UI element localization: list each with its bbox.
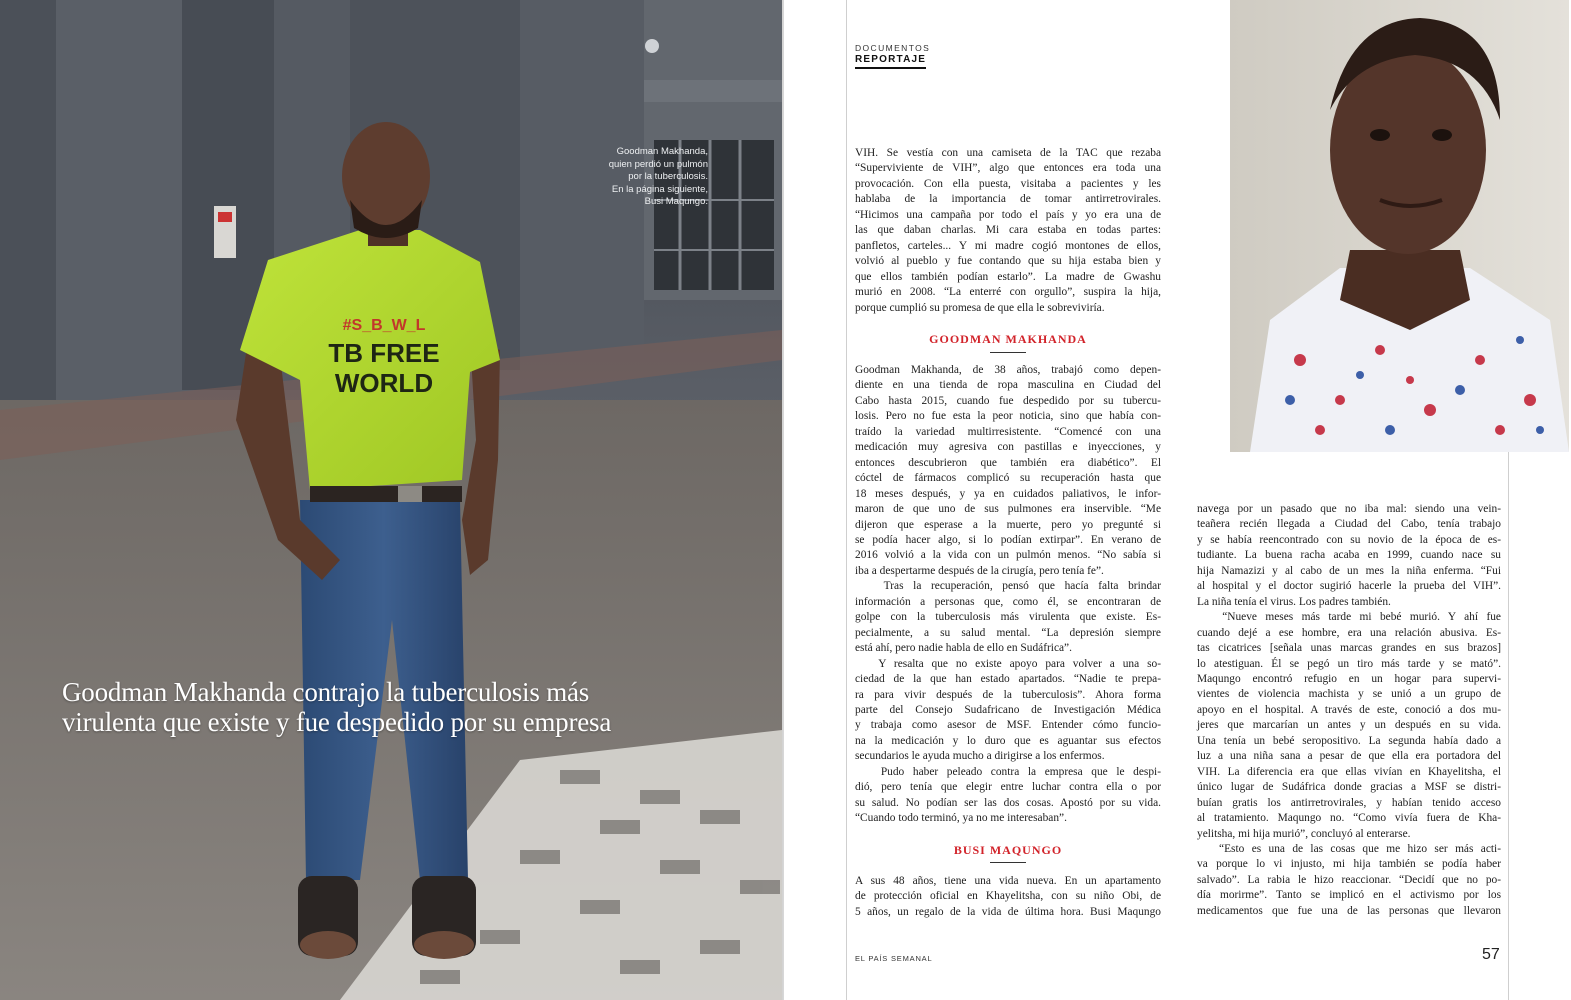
text-line: de protección oficial en Khayelitsha, con su niño Obi, de — [855, 890, 1161, 903]
section-kicker: DOCUMENTOS — [855, 43, 931, 53]
text-line: A sus 48 años, tiene una vida nueva. En un apartamento — [855, 875, 1161, 887]
text-line: Goodman Makhanda, de 38 años, trabajó como depen- — [855, 364, 1161, 376]
text-line: día morirme”. Tanto se implicó en el activismo por los — [1197, 889, 1501, 902]
text-line: jeres que marcarían un antes y un después en su vida. — [1197, 719, 1501, 732]
text-line: 2016 volvió a la vida con un pulmón menos. “No sabía si — [855, 549, 1161, 562]
text-line: “Esto es una de las cosas que me hizo ser más acti- — [1197, 842, 1501, 855]
text-line: único lugar de Sudáfrica donde gracias a MSF se distri- — [1197, 781, 1501, 794]
text-line: medicamentos que fue una de las personas que llevaron — [1197, 904, 1501, 917]
margin-rule — [1508, 452, 1509, 1000]
text-line: buían gratis los antirretrovirales, y habían tenido acceso — [1197, 796, 1501, 809]
text-line: diente en una tienda de ropa masculina en Ciudad del — [855, 379, 1161, 392]
text-line: teañera recién llegada a Ciudad del Cabo, tenía trabajo — [1197, 518, 1501, 531]
text-line: se podía hacer algo, si lo podían extirpar”. En verano de — [855, 533, 1161, 546]
text-line: parte del Consejo Sudafricano de Investigación Médica — [855, 703, 1161, 716]
text-line: losis. Pero no fue esta la peor noticia, sino que había con- — [855, 410, 1161, 423]
page-number: 57 — [1482, 946, 1500, 963]
subhead-rule — [990, 352, 1026, 353]
photo-caption — [560, 146, 708, 209]
column-2 — [1197, 502, 1501, 919]
text-line: medicación muy agresiva con pastillas e inyecciones, y — [855, 441, 1161, 454]
subhead-busi: BUSI MAQUNGO — [953, 843, 1063, 857]
text-line: ra para vivir después de la tuberculosis”. Ahora forma — [855, 688, 1161, 701]
caption-line: Busi Maqungo. — [644, 196, 708, 208]
text-line: Tras la recuperación, pensó que hacía falta brindar — [855, 580, 1161, 593]
text-line: cóctel de fármacos complicó su recuperación hasta que — [855, 472, 1161, 485]
text-line: “Nueve meses más tarde mi bebé murió. Y ahí fue — [1197, 611, 1501, 624]
text-line: golpe con la tuberculosis más virulenta que existe. Es- — [855, 611, 1161, 624]
shirt-line-2: WORLD — [334, 368, 434, 398]
headline-line: Goodman Makhanda contrajo la tuberculosis más — [62, 677, 590, 707]
caption-line: quien perdió un pulmón — [608, 158, 708, 170]
text-line: las que daban charlas. Mi cara estaba en todas partes: — [855, 224, 1161, 237]
text-line: volvió al pueblo y fue contando que su hija estaba bien y — [855, 255, 1161, 268]
text-line: y se había reencontrado con su novio de la época de es- — [1197, 533, 1501, 546]
subhead-goodman: GOODMAN MAKHANDA — [929, 332, 1087, 346]
text-line: salvado”. La rabia le hizo reaccionar. “Decidí que no po- — [1197, 873, 1501, 886]
text-line: Una tenía un bebé seropositivo. La segunda había dado a — [1197, 734, 1501, 747]
text-line: y trabaja como asesor de MSF. Entender cómo funcio- — [855, 719, 1161, 732]
text-line: 5 años, un regalo de la vida de última hora. Busi Maqungo — [855, 905, 1161, 918]
headline-line: virulenta que existe y fue despedido por su empresa — [62, 707, 612, 737]
text-line: ciedad de la que han estado apartados. “Nadie te prepa- — [855, 673, 1161, 686]
text-line: Pudo haber peleado contra la empresa que le despi- — [855, 765, 1161, 778]
text-line: porque cumplió su promesa de que ella le sobreviviría. — [855, 301, 1105, 314]
text-line: secundarios le ayuda mucho a dirigirse a los enfermos. — [855, 750, 1105, 763]
text-line: entonces descubrieron que también era diabético”. El — [855, 456, 1161, 469]
text-line: murió en 2008. “La enterré con orgullo”, suspira la hija, — [855, 286, 1161, 299]
shirt-hashtag: #S_B_W_L — [342, 317, 426, 334]
column-1-busi — [855, 874, 1161, 920]
cover-photo — [0, 0, 782, 1000]
column-1-intro — [855, 146, 1161, 316]
woman-portrait-illustration — [1230, 0, 1569, 452]
text-line: al tratamiento. Maqungo no. “Como vivía fuera de Kha- — [1197, 812, 1501, 825]
text-line: La niña tenía el virus. Los padres también. — [1197, 595, 1391, 608]
text-line: “Superviviente de VIH”, algo que entonces era toda una — [855, 162, 1161, 175]
text-line: VIH. La diferencia era que ellas vivían en Khayelitsha, el — [1197, 765, 1501, 778]
portrait-photo — [1230, 0, 1569, 452]
caption-line: En la página siguiente, — [611, 183, 708, 195]
publication-name: EL PAÍS SEMANAL — [855, 954, 933, 963]
text-line: Y resalta que no existe apoyo para volver a una so- — [855, 657, 1161, 670]
text-line: “Cuando todo terminó, ya no me interesaban”. — [855, 812, 1067, 825]
text-line: na la medicación y lo duro que es aguantar sus efectos — [855, 734, 1161, 747]
text-line: traído la variedad multirresistente. “Comencé con una — [855, 425, 1161, 438]
shirt-line-1: TB FREE — [328, 338, 440, 368]
text-line: hija Namazizi y al cabo de un mes la niña enferma. “Fui — [1197, 564, 1501, 577]
text-line: información a personas que, como él, se encontraran de — [855, 595, 1161, 608]
text-line: está ahí, pero nadie habla de ello en Sudáfrica”. — [855, 642, 1072, 655]
text-line: dió, pero tenía que elegir entre luchar contra ella o por — [855, 781, 1161, 794]
text-line: Cabo hasta 2015, cuando fue despedido por su tubercu- — [855, 394, 1161, 407]
text-line: luz a una niña sana a pesar de que ella era portadora del — [1197, 750, 1501, 763]
text-line: panfletos, carteles... Y mi madre cogió montones de ellos, — [855, 239, 1161, 252]
text-line: su salud. No podían ser las dos cosas. Apostó por su vida. — [855, 796, 1161, 809]
text-line: hablaba de la importancia de tomar antirretrovirales. — [855, 193, 1161, 206]
text-line: provocación. Con ella puesta, visitaba a pacientes y les — [855, 177, 1161, 190]
text-line: tas cicatrices [señala unas marcas grandes en sus brazos] — [1197, 642, 1501, 655]
margin-rule — [846, 0, 847, 1000]
subhead-rule — [990, 862, 1026, 863]
text-line: tudiante. La buena racha acaba en 1999, cuando nace su — [1197, 549, 1501, 562]
text-line: iba a despertarme después de la cirugía, pero tenía fe”. — [855, 564, 1104, 577]
text-line: navega por un pasado que no iba mal: siendo una vein- — [1197, 503, 1501, 515]
text-line: lo atestiguan. Él se pegó un tiro más tarde y se mató”. — [1197, 657, 1501, 670]
text-line: pecialmente, a su salud mental. “La depresión siempre — [855, 626, 1161, 639]
text-line: 18 meses después, y ya en cuidados paliativos, le infor- — [855, 487, 1161, 500]
text-line: va porque lo vi injusto, mi hija también se podía haber — [1197, 858, 1501, 871]
text-line: al hospital y el doctor sugirió hacerle la prueba del VIH”. — [1197, 580, 1501, 593]
text-line: VIH. Se vestía con una camiseta de la TAC que rezaba — [855, 147, 1161, 159]
text-line: dijeron que esperase a la muerte, pero yo pregunté si — [855, 518, 1161, 531]
text-line: apoyo en el hospital. A través de este, conoció a dos mu- — [1197, 703, 1501, 716]
text-line: cuando dejé a ese hombre, era una relación abusiva. Es- — [1197, 626, 1501, 639]
text-line: yelitsha, mi hija murió”, concluyó al enterarse. — [1197, 827, 1411, 840]
text-line: que ellos también podían estarlo”. La madre de Gwashu — [855, 270, 1161, 283]
caption-line: Goodman Makhanda, — [616, 146, 708, 157]
article-headline — [62, 677, 742, 737]
text-line: maron de que uno de sus pulmones era inservible. “Me — [855, 503, 1161, 516]
text-line: “Hicimos una campaña por todo el país y yo era una de — [855, 208, 1161, 221]
column-1-goodman — [855, 363, 1161, 827]
caption-line: por la tuberculosis. — [628, 171, 708, 183]
text-line: Maqungo encontró refugio en un hogar para supervi- — [1197, 672, 1501, 685]
section-title: REPORTAJE — [855, 54, 926, 69]
text-line: vientes de violencia machista y se unió a un grupo de — [1197, 688, 1501, 701]
